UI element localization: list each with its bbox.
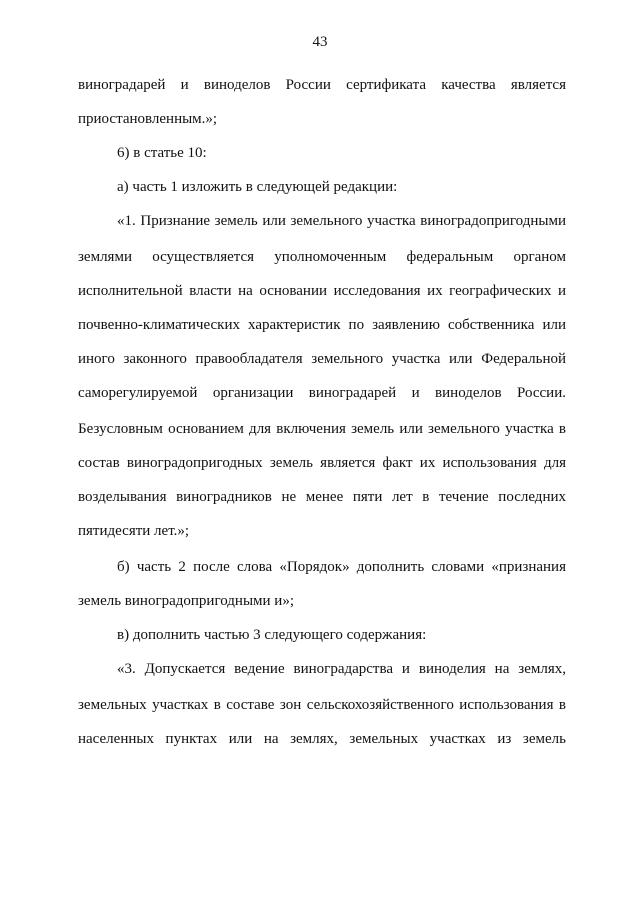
- text-line: «3. Допускается ведение виноградарства и виноделия на землях,: [117, 661, 566, 677]
- page-number: 43: [312, 34, 328, 50]
- text-line: 6) в статье 10:: [117, 145, 207, 161]
- text-line: исполнительной власти на основании исследования их географических и: [78, 283, 566, 299]
- text-line: почвенно-климатических характеристик по заявлению собственника или: [78, 317, 566, 333]
- text-line: населенных пунктах или на землях, земельных участках из земель: [78, 731, 566, 747]
- text-line: земельных участках в составе зон сельскохозяйственного использования в: [78, 697, 566, 713]
- text-line: в) дополнить частью 3 следующего содержания:: [117, 627, 427, 643]
- text-line: «1. Признание земель или земельного участка виноградопригодными: [117, 213, 566, 229]
- text-line: состав виноградопригодных земель является факт их использования для: [78, 455, 566, 471]
- text-line: пятидесяти лет.»;: [78, 523, 190, 539]
- text-line: земель виноградопригодными и»;: [78, 593, 294, 609]
- text-line: приостановленным.»;: [78, 111, 218, 127]
- text-line: иного законного правообладателя земельного участка или Федеральной: [78, 351, 566, 367]
- text-line: землями осуществляется уполномоченным федеральным органом: [78, 249, 566, 265]
- text-line: возделывания виноградников не менее пяти лет в течение последних: [78, 489, 566, 505]
- text-line: а) часть 1 изложить в следующей редакции:: [117, 179, 398, 195]
- text-line: б) часть 2 после слова «Порядок» дополнить словами «признания: [117, 559, 566, 575]
- text-line: саморегулируемой организации виноградарей и виноделов России.: [78, 385, 566, 401]
- text-line: Безусловным основанием для включения земель или земельного участка в: [78, 421, 566, 437]
- text-line: виноградарей и виноделов России сертификата качества является: [78, 77, 566, 93]
